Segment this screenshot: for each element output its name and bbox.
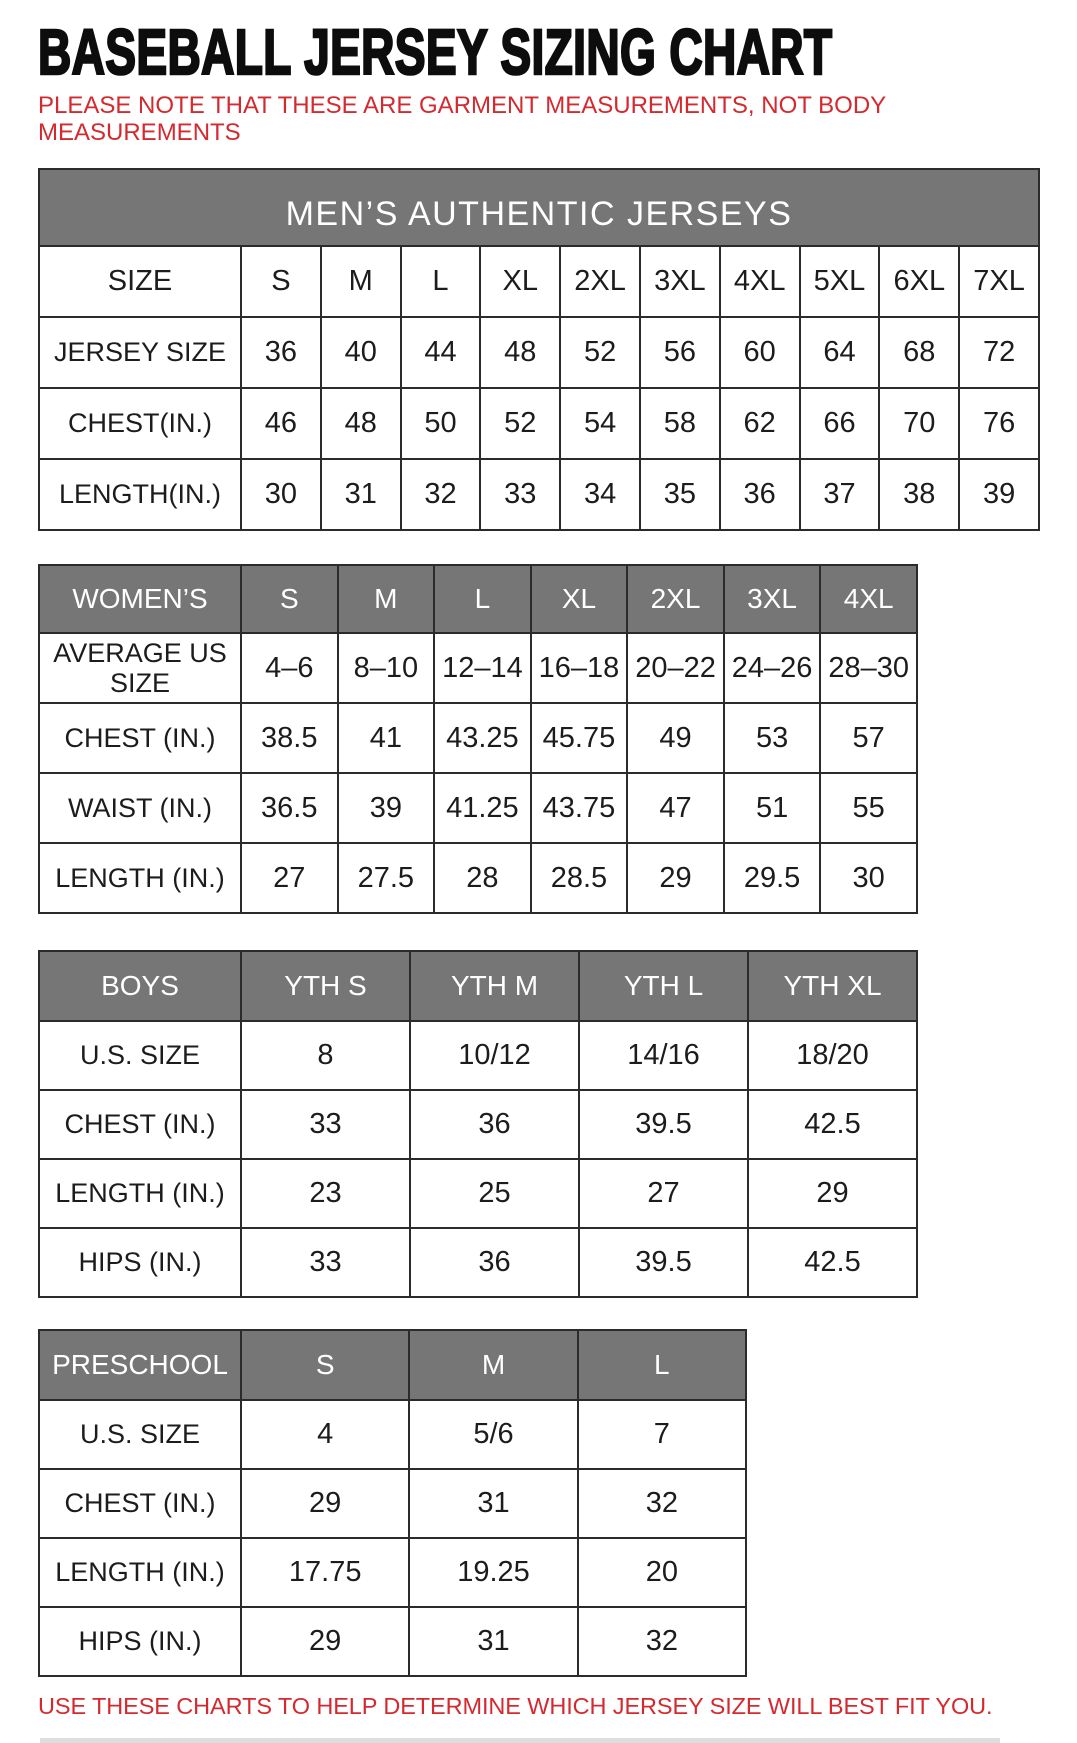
mens-value-cell: 66 xyxy=(800,388,880,459)
womens-value-cell: 51 xyxy=(724,773,821,843)
womens-value-cell: 39 xyxy=(338,773,435,843)
mens-value-cell: 56 xyxy=(640,317,720,388)
preschool-value-cell: 31 xyxy=(409,1607,577,1676)
womens-value-cell: 28.5 xyxy=(531,843,628,913)
mens-value-cell: 46 xyxy=(241,388,321,459)
mens-value-cell: 44 xyxy=(401,317,481,388)
womens-value-cell: 4–6 xyxy=(241,633,338,703)
preschool-column-header: S xyxy=(241,1330,409,1400)
womens-value-cell: 16–18 xyxy=(531,633,628,703)
womens-value-cell: 55 xyxy=(820,773,917,843)
boys-value-cell: 33 xyxy=(241,1090,410,1159)
mens-value-cell: 68 xyxy=(879,317,959,388)
womens-value-cell: 53 xyxy=(724,703,821,773)
boys-value-cell: 14/16 xyxy=(579,1021,748,1090)
boys-column-header: YTH S xyxy=(241,951,410,1021)
mens-value-cell: 36 xyxy=(720,459,800,530)
boys-value-cell: 8 xyxy=(241,1021,410,1090)
womens-value-cell: 41.25 xyxy=(434,773,531,843)
womens-column-header: 3XL xyxy=(724,565,821,633)
womens-row-label: WAIST (IN.) xyxy=(39,773,241,843)
mens-row-label: JERSEY SIZE xyxy=(39,317,241,388)
mens-value-cell: 35 xyxy=(640,459,720,530)
preschool-row-label: LENGTH (IN.) xyxy=(39,1538,241,1607)
womens-column-header: 4XL xyxy=(820,565,917,633)
mens-column-header: 4XL xyxy=(720,246,800,317)
womens-value-cell: 29.5 xyxy=(724,843,821,913)
womens-value-cell: 28–30 xyxy=(820,633,917,703)
womens-value-cell: 38.5 xyxy=(241,703,338,773)
womens-value-cell: 47 xyxy=(627,773,724,843)
preschool-column-header: L xyxy=(578,1330,746,1400)
mens-column-header: SIZE xyxy=(39,246,241,317)
preschool-value-cell: 29 xyxy=(241,1607,409,1676)
mens-column-header: 5XL xyxy=(800,246,880,317)
womens-sizing-table xyxy=(38,564,918,914)
preschool-column-header: PRESCHOOL xyxy=(39,1330,241,1400)
boys-value-cell: 33 xyxy=(241,1228,410,1297)
bottom-edge-artifact xyxy=(40,1738,1000,1743)
mens-value-cell: 31 xyxy=(321,459,401,530)
preschool-value-cell: 20 xyxy=(578,1538,746,1607)
womens-value-cell: 29 xyxy=(627,843,724,913)
boys-value-cell: 29 xyxy=(748,1159,917,1228)
mens-column-header: XL xyxy=(480,246,560,317)
boys-column-header: BOYS xyxy=(39,951,241,1021)
page-title: BASEBALL JERSEY SIZING CHART xyxy=(38,16,833,88)
womens-value-cell: 27.5 xyxy=(338,843,435,913)
preschool-value-cell: 7 xyxy=(578,1400,746,1469)
mens-value-cell: 54 xyxy=(560,388,640,459)
womens-value-cell: 28 xyxy=(434,843,531,913)
mens-row xyxy=(39,317,1039,388)
boys-row-label: CHEST (IN.) xyxy=(39,1090,241,1159)
preschool-row xyxy=(39,1607,746,1676)
womens-value-cell: 24–26 xyxy=(724,633,821,703)
boys-value-cell: 27 xyxy=(579,1159,748,1228)
womens-value-cell: 49 xyxy=(627,703,724,773)
mens-value-cell: 52 xyxy=(480,388,560,459)
womens-value-cell: 43.25 xyxy=(434,703,531,773)
mens-column-header: 2XL xyxy=(560,246,640,317)
boys-value-cell: 18/20 xyxy=(748,1021,917,1090)
boys-value-cell: 10/12 xyxy=(410,1021,579,1090)
boys-row xyxy=(39,1090,917,1159)
mens-value-cell: 48 xyxy=(480,317,560,388)
mens-value-cell: 52 xyxy=(560,317,640,388)
mens-column-header: 6XL xyxy=(879,246,959,317)
mens-row-label: LENGTH(IN.) xyxy=(39,459,241,530)
preschool-value-cell: 32 xyxy=(578,1607,746,1676)
womens-row-label: CHEST (IN.) xyxy=(39,703,241,773)
boys-row-label: HIPS (IN.) xyxy=(39,1228,241,1297)
womens-row xyxy=(39,843,917,913)
mens-sizing-table xyxy=(38,168,1040,531)
boys-value-cell: 23 xyxy=(241,1159,410,1228)
womens-column-header: WOMEN’S xyxy=(39,565,241,633)
boys-value-cell: 39.5 xyxy=(579,1090,748,1159)
preschool-row-label: CHEST (IN.) xyxy=(39,1469,241,1538)
womens-row-label: LENGTH (IN.) xyxy=(39,843,241,913)
preschool-value-cell: 32 xyxy=(578,1469,746,1538)
mens-value-cell: 60 xyxy=(720,317,800,388)
boys-value-cell: 39.5 xyxy=(579,1228,748,1297)
mens-value-cell: 76 xyxy=(959,388,1039,459)
womens-row xyxy=(39,703,917,773)
boys-column-header: YTH XL xyxy=(748,951,917,1021)
womens-value-cell: 41 xyxy=(338,703,435,773)
mens-value-cell: 62 xyxy=(720,388,800,459)
mens-value-cell: 37 xyxy=(800,459,880,530)
womens-value-cell: 57 xyxy=(820,703,917,773)
mens-value-cell: 48 xyxy=(321,388,401,459)
womens-column-header: L xyxy=(434,565,531,633)
mens-row xyxy=(39,388,1039,459)
womens-value-cell: 20–22 xyxy=(627,633,724,703)
preschool-sizing-table xyxy=(38,1329,747,1677)
mens-value-cell: 32 xyxy=(401,459,481,530)
preschool-row xyxy=(39,1469,746,1538)
womens-column-header: 2XL xyxy=(627,565,724,633)
preschool-value-cell: 31 xyxy=(409,1469,577,1538)
womens-value-cell: 8–10 xyxy=(338,633,435,703)
boys-row xyxy=(39,1021,917,1090)
footer-note: USE THESE CHARTS TO HELP DETERMINE WHICH JERSEY SIZE WILL BEST FIT YOU. xyxy=(38,1693,993,1719)
boys-value-cell: 36 xyxy=(410,1228,579,1297)
womens-value-cell: 43.75 xyxy=(531,773,628,843)
mens-column-header: 3XL xyxy=(640,246,720,317)
tables-container xyxy=(38,168,1077,1677)
preschool-value-cell: 5/6 xyxy=(409,1400,577,1469)
mens-value-cell: 72 xyxy=(959,317,1039,388)
preschool-value-cell: 4 xyxy=(241,1400,409,1469)
mens-row-label: CHEST(IN.) xyxy=(39,388,241,459)
boys-row-label: LENGTH (IN.) xyxy=(39,1159,241,1228)
boys-value-cell: 36 xyxy=(410,1090,579,1159)
mens-column-header: M xyxy=(321,246,401,317)
boys-column-header: YTH M xyxy=(410,951,579,1021)
boys-row xyxy=(39,1159,917,1228)
womens-value-cell: 45.75 xyxy=(531,703,628,773)
mens-value-cell: 38 xyxy=(879,459,959,530)
womens-row xyxy=(39,633,917,703)
preschool-row-label: HIPS (IN.) xyxy=(39,1607,241,1676)
preschool-row xyxy=(39,1538,746,1607)
mens-value-cell: 58 xyxy=(640,388,720,459)
preschool-column-header: M xyxy=(409,1330,577,1400)
womens-row xyxy=(39,773,917,843)
boys-value-cell: 42.5 xyxy=(748,1090,917,1159)
mens-value-cell: 30 xyxy=(241,459,321,530)
mens-value-cell: 33 xyxy=(480,459,560,530)
womens-value-cell: 27 xyxy=(241,843,338,913)
mens-value-cell: 39 xyxy=(959,459,1039,530)
womens-row-label: AVERAGE US SIZE xyxy=(39,633,241,703)
garment-measurement-note: PLEASE NOTE THAT THESE ARE GARMENT MEASUREMENTS, NOT BODY MEASUREMENTS xyxy=(38,92,886,146)
mens-column-header: 7XL xyxy=(959,246,1039,317)
womens-value-cell: 36.5 xyxy=(241,773,338,843)
mens-value-cell: 40 xyxy=(321,317,401,388)
womens-value-cell: 30 xyxy=(820,843,917,913)
boys-sizing-table xyxy=(38,950,918,1298)
mens-column-header: S xyxy=(241,246,321,317)
mens-value-cell: 50 xyxy=(401,388,481,459)
mens-row xyxy=(39,459,1039,530)
preschool-row xyxy=(39,1400,746,1469)
mens-value-cell: 64 xyxy=(800,317,880,388)
mens-value-cell: 70 xyxy=(879,388,959,459)
mens-banner: MEN’S AUTHENTIC JERSEYS xyxy=(39,169,1039,246)
preschool-value-cell: 19.25 xyxy=(409,1538,577,1607)
preschool-value-cell: 17.75 xyxy=(241,1538,409,1607)
mens-value-cell: 36 xyxy=(241,317,321,388)
mens-column-header: L xyxy=(401,246,481,317)
boys-row xyxy=(39,1228,917,1297)
preschool-row-label: U.S. SIZE xyxy=(39,1400,241,1469)
boys-column-header: YTH L xyxy=(579,951,748,1021)
womens-column-header: S xyxy=(241,565,338,633)
womens-value-cell: 12–14 xyxy=(434,633,531,703)
boys-value-cell: 25 xyxy=(410,1159,579,1228)
boys-row-label: U.S. SIZE xyxy=(39,1021,241,1090)
mens-value-cell: 34 xyxy=(560,459,640,530)
preschool-value-cell: 29 xyxy=(241,1469,409,1538)
womens-column-header: XL xyxy=(531,565,628,633)
womens-column-header: M xyxy=(338,565,435,633)
boys-value-cell: 42.5 xyxy=(748,1228,917,1297)
